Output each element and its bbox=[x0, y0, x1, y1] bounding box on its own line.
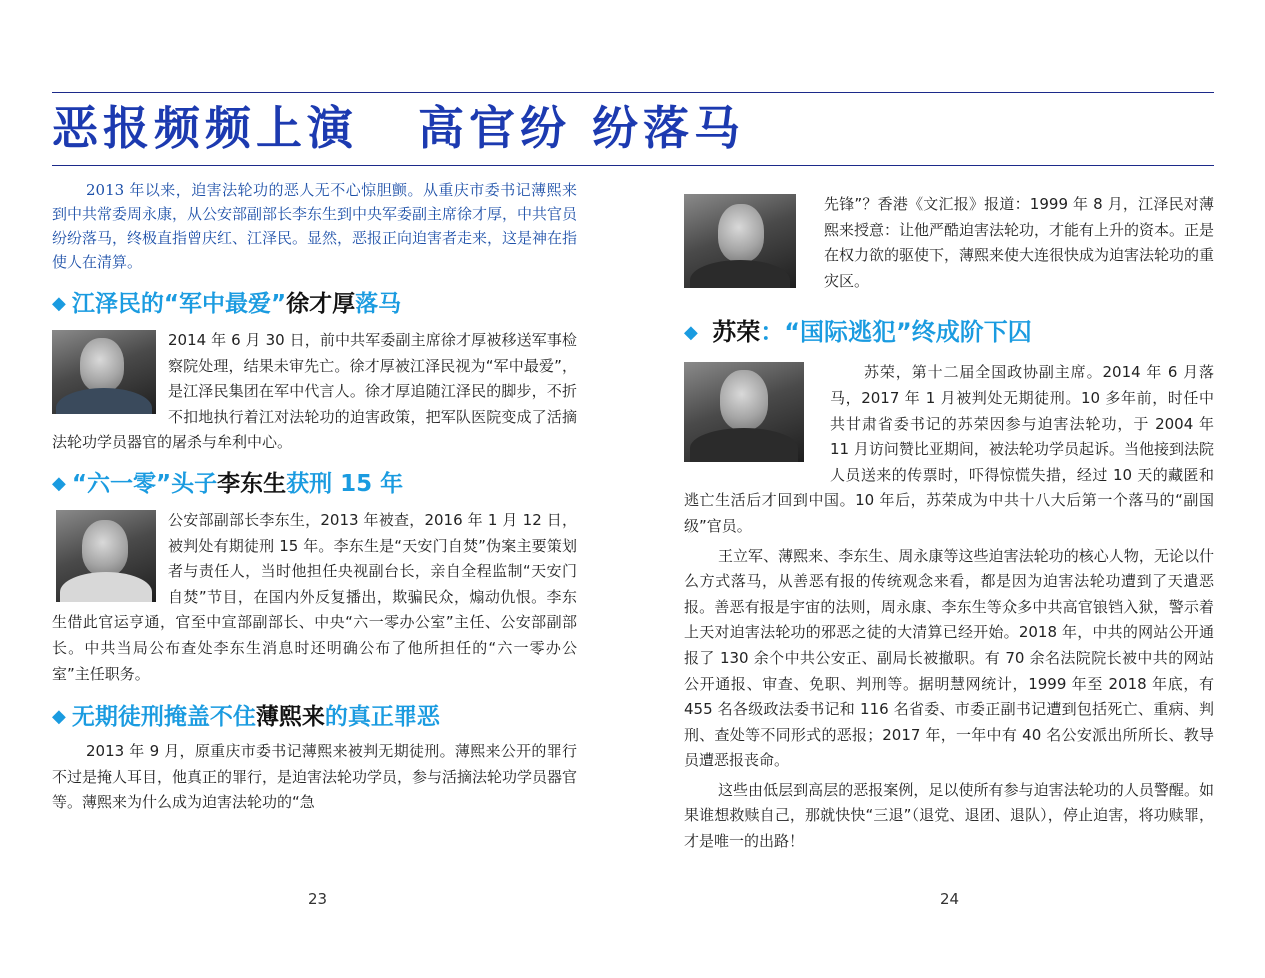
li-dongsheng-photo bbox=[56, 510, 156, 602]
li-dongsheng-text: 公安部副部长李东生，2013 年被查，2016 年 1 月 12 日，被判处有期徒刑 15 年。李东生是“天安门自焚”伪案主要策划者与责任人，当时他担任央视副台长，亲自全程监制“天安门自焚”节目，在国内外反复播出，欺骗民众，煽动仇恨。李东生借此官运亨通，官至中宣部副部长、中央“六一零办公室”主任、公安部副部长。中共当局公布查处李东生消息时还明确公布了他所担任的“六一零办公室”主任职务。 bbox=[52, 510, 577, 683]
bo-xilai-text-left: 2013 年 9 月，原重庆市委书记薄熙来被判无期徒刑。薄熙来公开的罪行不过是掩人耳目，他真正的罪行，是迫害法轮功学员，参与活摘法轮功学员器官等。薄熙来为什么成为迫害法轮功的“急 bbox=[52, 742, 578, 812]
diamond-bullet-icon: ◆ bbox=[684, 322, 698, 344]
su-rong-text: 苏荣，第十二届全国政协副主席。2014 年 6 月落马，2017 年 1 月被判处无期徒刑。10 多年前，时任中共甘肃省委书记的苏荣因参与迫害法轮功，于 2004 年 11 月访问赞比亚期间，被法轮功学员起诉。当他接到法院人员送来的传票时，吓得惊慌失措，经过 10 天的藏匿和逃亡生活后才回到中国。10 年后，苏荣成为中共十八大后第一个落马的“副国级”官员。 bbox=[684, 363, 1214, 535]
summary-paragraph-2: 这些由低层到高层的恶报案例，足以使所有参与迫害法轮功的人员警醒。如果谁想救赎自己，那就快快“三退”（退党、退团、退队），停止迫害，将功赎罪，才是唯一的出路！ bbox=[684, 780, 1214, 851]
su-rong-photo bbox=[684, 362, 804, 462]
title-part-2: 高官纷 纷落马 bbox=[418, 101, 746, 155]
bo-xilai-photo bbox=[684, 194, 796, 288]
xu-caihou-text: 2014 年 6 月 30 日，前中共军委副主席徐才厚被移送军事检察院处理，结果未审先亡。徐才厚被江泽民视为“军中最爱”，是江泽民集团在军中代言人。徐才厚追随江泽民的脚步，不折不扣地执行着江对法轮功的迫害政策，把军队医院变成了活摘法轮功学员器官的屠杀与牟利中心。 bbox=[52, 331, 577, 452]
top-rule bbox=[52, 92, 1214, 93]
diamond-bullet-icon: ◆ bbox=[52, 293, 66, 314]
diamond-bullet-icon: ◆ bbox=[52, 706, 66, 728]
heading-xu-caihou: ◆ 江泽民的“军中最爱”徐才厚落马 bbox=[52, 288, 577, 320]
bo-xilai-text-right: 先锋”？香港《文汇报》报道：1999 年 8 月，江泽民对薄熙来授意：让他严酷迫害法轮功，才能有上升的资本。正是在权力欲的驱使下，薄熙来使大连很快成为迫害法轮功的重灾区。 bbox=[824, 195, 1215, 290]
page-number-right: 24 bbox=[940, 890, 960, 908]
right-column bbox=[684, 178, 1214, 855]
heading-bo-xilai: ◆ 无期徒刑掩盖不住薄熙来的真正罪恶 bbox=[52, 701, 577, 733]
page-number-left: 23 bbox=[308, 890, 328, 908]
left-column bbox=[52, 178, 577, 816]
title-part-1: 恶报频频上演 bbox=[52, 101, 358, 155]
xu-caihou-photo bbox=[52, 330, 156, 414]
intro-paragraph: 2013 年以来，迫害法轮功的恶人无不心惊胆颤。从重庆市委书记薄熙来到中共常委周永康，从公安部副部长李东生到中央军委副主席徐才厚，中共官员纷纷落马，终极直指曾庆红、江泽民。显然，恶报正向迫害者走来，这是神在指使人在清算。 bbox=[52, 181, 578, 271]
page-title bbox=[52, 96, 745, 160]
diamond-bullet-icon: ◆ bbox=[52, 472, 66, 494]
heading-su-rong: ◆ 苏荣：“国际逃犯”终成阶下囚 bbox=[684, 316, 1214, 348]
summary-paragraph-1: 王立军、薄熙来、李东生、周永康等这些迫害法轮功的核心人物，无论以什么方式落马，从善恶有报的传统观念来看，都是因为迫害法轮功遭到了天遣恶报。善恶有报是宇宙的法则，周永康、李东生等众多中共高官锒铛入狱，警示着上天对迫害法轮功的邪恶之徒的大清算已经开始。2018 年，中共的网站公开通报了 130 余个中共公安正、副局长被撤职。有 70 余名法院院长被中共的网站公开通报、审查、免职、判刑等。据明慧网统计，1999 年至 2018 年底，有 455 名各级政法委书记和 116 名省委、市委正副书记遭到包括死亡、重病、判刑、查处等不同形式的恶报；2017 年，一年中有 40 名公安派出所所长、教导员遭恶报丧命。 bbox=[684, 546, 1214, 770]
heading-li-dongsheng: ◆ “六一零”头子李东生获刑 15 年 bbox=[52, 468, 577, 500]
title-bottom-rule bbox=[52, 165, 1214, 166]
